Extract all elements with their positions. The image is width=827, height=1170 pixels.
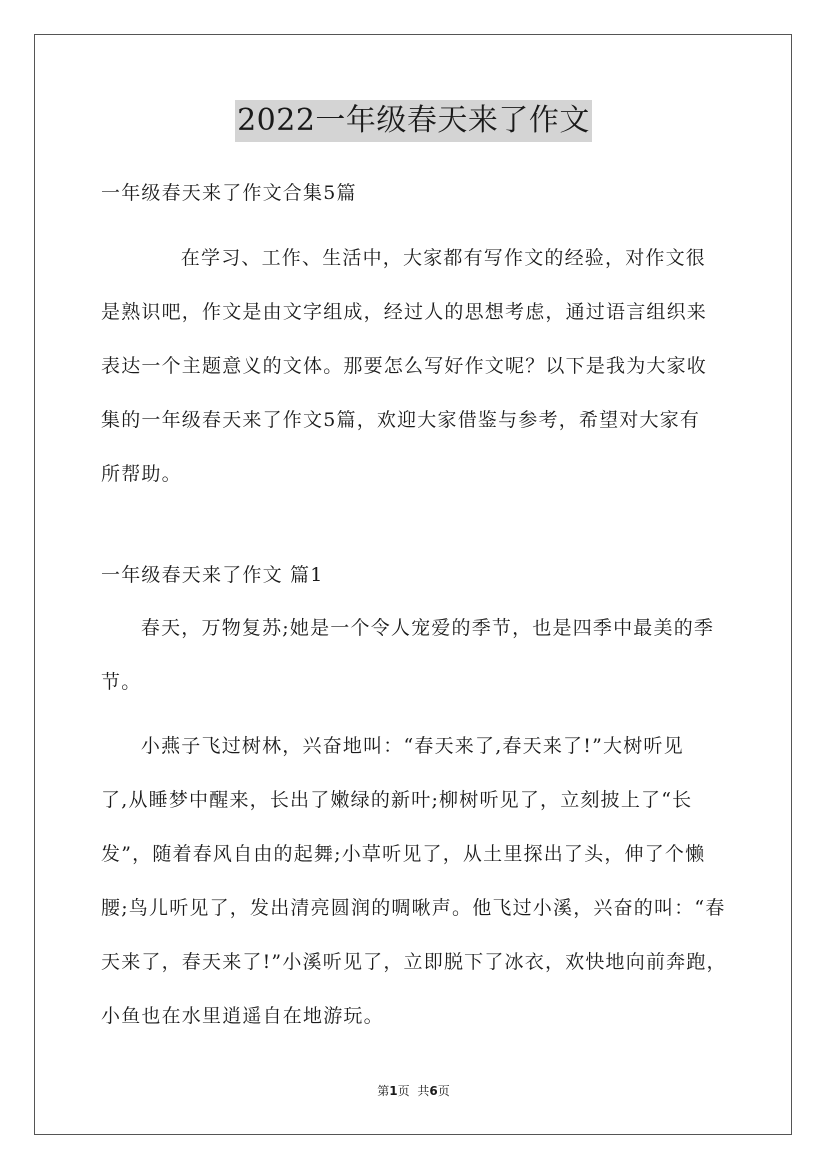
intro-line: 在学习、工作、生活中，大家都有写作文的经验，对作文很 (180, 247, 706, 269)
paragraph-line: 发”，随着春风自由的起舞;小草听见了，从土里探出了头，伸了个懒 (101, 843, 706, 865)
body-paragraph (101, 601, 728, 709)
body-paragraph (101, 719, 728, 1043)
intro-line: 是熟识吧，作文是由文字组成，经过人的思想考虑，通过语言组织来 (101, 301, 708, 323)
paragraph-line: 小鱼也在水里逍遥自在地游玩。 (101, 1005, 384, 1027)
intro-line: 所帮助。 (101, 463, 182, 485)
page-footer (0, 1083, 827, 1099)
title-container (0, 100, 827, 142)
page-suffix: 页 (397, 1084, 410, 1098)
paragraph-line: 小燕子飞过树林，兴奋地叫：“春天来了,春天来了!”大树听见 (140, 735, 684, 757)
section-heading: 一年级春天来了作文 篇1 (101, 564, 324, 586)
intro-line: 表达一个主题意义的文体。那要怎么写好作文呢？以下是我为大家收 (101, 355, 708, 377)
intro-paragraph (101, 231, 728, 501)
total-pages: 6 (429, 1084, 438, 1098)
total-prefix: 共 (417, 1084, 430, 1098)
paragraph-line: 天来了，春天来了!”小溪听见了，立即脱下了冰衣，欢快地向前奔跑， (101, 951, 727, 973)
intro-line: 集的一年级春天来了作文5篇，欢迎大家借鉴与参考，希望对大家有 (101, 409, 701, 431)
paragraph-line: 节。 (101, 671, 142, 693)
total-suffix: 页 (437, 1084, 450, 1098)
paragraph-line: 了,从睡梦中醒来，长出了嫩绿的新叶;柳树听见了，立刻披上了“长 (101, 789, 693, 811)
page-prefix: 第 (377, 1084, 390, 1098)
collection-title: 一年级春天来了作文合集5篇 (101, 182, 357, 204)
page-number: 1 (389, 1084, 398, 1098)
paragraph-line: 腰;鸟儿听见了，发出清亮圆润的啁啾声。他飞过小溪，兴奋的叫：“春 (101, 897, 726, 919)
paragraph-line: 春天，万物复苏;她是一个令人宠爱的季节，也是四季中最美的季 (140, 617, 715, 639)
document-title: 2022一年级春天来了作文 (235, 100, 592, 142)
